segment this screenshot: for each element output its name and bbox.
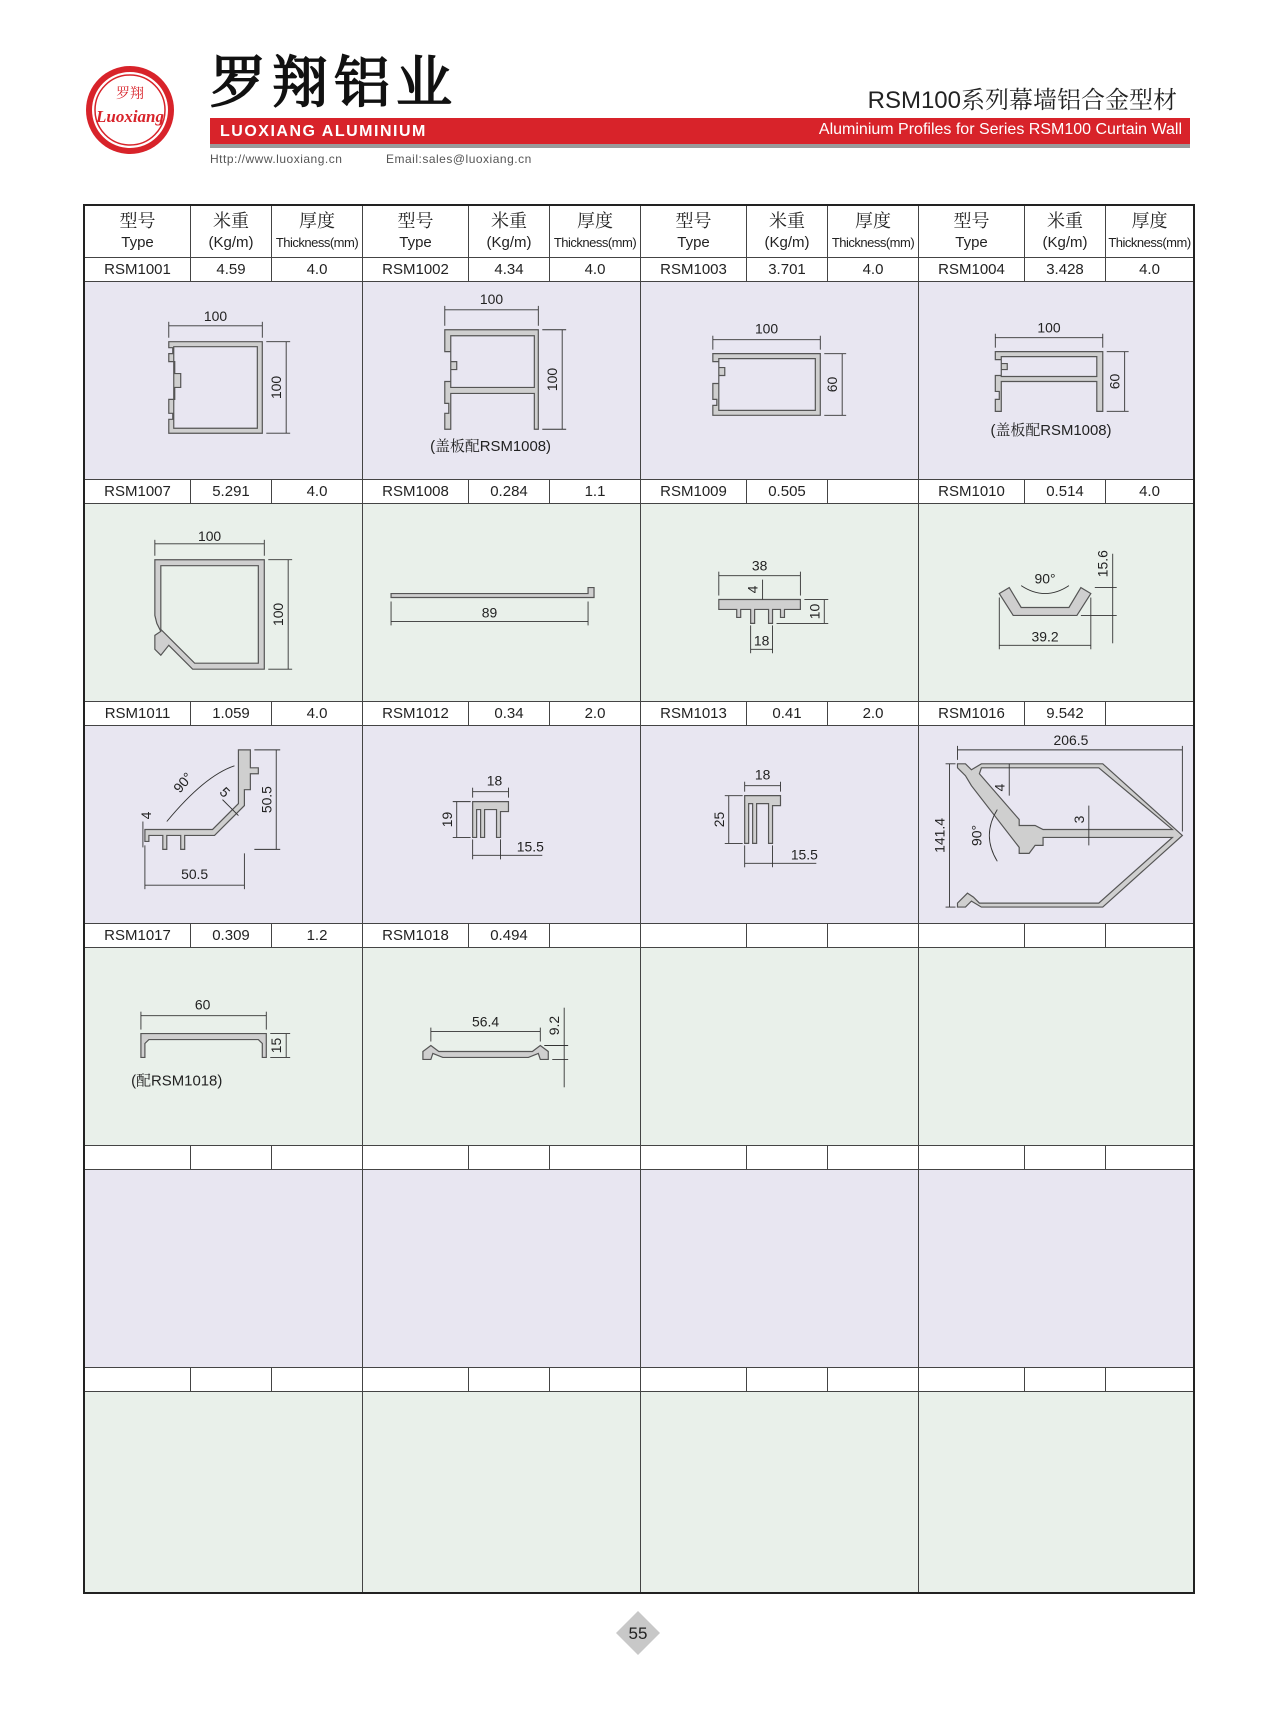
header-weight: 米重 (Kg/m) <box>1025 206 1106 258</box>
profile-thickness <box>1106 1146 1193 1170</box>
dimension-label: 4 <box>744 585 761 594</box>
profile-weight: 4.59 <box>191 258 272 282</box>
dimension-label: 38 <box>751 557 768 574</box>
dimension-label: 60 <box>1106 373 1123 390</box>
dimension-label: 10 <box>806 603 823 620</box>
profile-catalog-table <box>83 204 1195 1594</box>
profile-weight: 3.428 <box>1025 258 1106 282</box>
profile-thickness <box>550 1368 641 1392</box>
profile-weight <box>1025 924 1106 948</box>
profile-thickness: 4.0 <box>1106 258 1193 282</box>
dimension-label: 3 <box>1070 815 1087 824</box>
profile-thickness <box>1106 702 1193 726</box>
profile-type: RSM1010 <box>919 480 1025 504</box>
profile-note: (盖板配RSM1008) <box>990 422 1112 440</box>
dimension-label: 15.6 <box>1094 550 1111 578</box>
empty-drawing-cell <box>919 948 1193 1146</box>
empty-drawing-cell <box>919 1170 1193 1368</box>
profile-drawing-rsm1002 <box>363 282 641 480</box>
dimension-label: 39.2 <box>1031 628 1059 645</box>
profile-thickness: 1.2 <box>272 924 363 948</box>
profile-drawing-rsm1016 <box>919 726 1193 924</box>
profile-drawing-rsm1004 <box>919 282 1193 480</box>
profile-drawing-rsm1010 <box>919 504 1193 702</box>
luoxiang-logo <box>84 64 176 156</box>
profile-weight: 0.494 <box>469 924 550 948</box>
profile-thickness <box>272 1368 363 1392</box>
profile-type: RSM1016 <box>919 702 1025 726</box>
logo-text-cn: 罗翔 <box>116 86 144 102</box>
dimension-label: 5 <box>216 783 234 801</box>
profile-thickness <box>828 1146 919 1170</box>
profile-drawing-rsm1013 <box>641 726 919 924</box>
profile-type: RSM1007 <box>85 480 191 504</box>
profile-type <box>641 924 747 948</box>
dimension-label: 18 <box>754 766 771 783</box>
profile-drawing-rsm1008 <box>363 504 641 702</box>
dimension-label: 100 <box>268 375 285 400</box>
brand-name-cn: 罗翔铝业 <box>210 51 458 116</box>
dimension-label: 100 <box>1037 319 1061 336</box>
empty-drawing-cell <box>363 1170 641 1368</box>
profile-type: RSM1008 <box>363 480 469 504</box>
profile-type: RSM1011 <box>85 702 191 726</box>
profile-drawing-rsm1018 <box>363 948 641 1146</box>
empty-drawing-cell <box>363 1392 641 1592</box>
dimension-label: 50.5 <box>181 866 209 883</box>
logo-text-en: Luoxiang <box>95 107 165 126</box>
profile-thickness: 2.0 <box>550 702 641 726</box>
header-bar-shadow <box>210 144 1190 148</box>
header-type: 型号 Type <box>363 206 469 258</box>
profile-weight <box>1025 1146 1106 1170</box>
profile-thickness <box>550 924 641 948</box>
header-weight: 米重 (Kg/m) <box>469 206 550 258</box>
profile-weight: 9.542 <box>1025 702 1106 726</box>
dimension-label: 100 <box>544 367 561 392</box>
header-type: 型号 Type <box>641 206 747 258</box>
profile-weight: 0.505 <box>747 480 828 504</box>
profile-weight: 0.41 <box>747 702 828 726</box>
dimension-label: 19 <box>438 811 455 828</box>
dimension-label: 100 <box>754 320 779 337</box>
profile-thickness: 4.0 <box>272 258 363 282</box>
profile-weight: 0.284 <box>469 480 550 504</box>
profile-type <box>919 1146 1025 1170</box>
profile-type: RSM1003 <box>641 258 747 282</box>
profile-thickness: 2.0 <box>828 702 919 726</box>
profile-drawing-rsm1012 <box>363 726 641 924</box>
profile-weight: 4.34 <box>469 258 550 282</box>
header-thickness: 厚度 Thickness(mm) <box>272 206 363 258</box>
dimension-label: 15.5 <box>790 846 818 863</box>
profile-type <box>85 1368 191 1392</box>
profile-type <box>363 1368 469 1392</box>
profile-type <box>641 1368 747 1392</box>
profile-weight <box>1025 1368 1106 1392</box>
header-type: 型号 Type <box>85 206 191 258</box>
profile-weight <box>191 1146 272 1170</box>
profile-thickness: 4.0 <box>1106 480 1193 504</box>
profile-thickness <box>272 1146 363 1170</box>
dimension-label: 4 <box>137 811 154 820</box>
brand-name-en: LUOXIANG ALUMINIUM <box>220 123 427 140</box>
empty-drawing-cell <box>641 1170 919 1368</box>
angle-label: 90° <box>1034 570 1056 587</box>
profile-thickness <box>828 1368 919 1392</box>
dimension-label: 4 <box>991 783 1008 792</box>
profile-weight: 5.291 <box>191 480 272 504</box>
dimension-label: 15.5 <box>516 838 544 855</box>
profile-thickness: 4.0 <box>828 258 919 282</box>
header-type: 型号 Type <box>919 206 1025 258</box>
profile-drawing-rsm1011 <box>85 726 363 924</box>
profile-weight <box>747 924 828 948</box>
profile-thickness: 1.1 <box>550 480 641 504</box>
profile-thickness: 4.0 <box>550 258 641 282</box>
profile-weight <box>747 1368 828 1392</box>
profile-weight: 3.701 <box>747 258 828 282</box>
profile-type: RSM1018 <box>363 924 469 948</box>
profile-thickness <box>1106 924 1193 948</box>
profile-thickness: 4.0 <box>272 702 363 726</box>
email-link[interactable]: Email:sales@luoxiang.cn <box>386 152 532 166</box>
profile-weight: 0.514 <box>1025 480 1106 504</box>
profile-thickness <box>550 1146 641 1170</box>
dimension-label: 100 <box>479 290 504 307</box>
profile-weight <box>747 1146 828 1170</box>
dimension-label: 141.4 <box>931 818 948 853</box>
profile-type: RSM1009 <box>641 480 747 504</box>
dimension-label: 100 <box>203 307 228 324</box>
empty-drawing-cell <box>85 1170 363 1368</box>
dimension-label: 50.5 <box>258 786 275 814</box>
profile-weight <box>469 1368 550 1392</box>
profile-weight <box>469 1146 550 1170</box>
profile-type: RSM1001 <box>85 258 191 282</box>
dimension-label: 15 <box>268 1037 285 1054</box>
profile-type: RSM1002 <box>363 258 469 282</box>
profile-drawing-rsm1001 <box>85 282 363 480</box>
dimension-label: 206.5 <box>1053 731 1089 748</box>
dimension-label: 9.2 <box>546 1015 563 1036</box>
page-number-badge <box>615 1610 661 1656</box>
profile-drawing-rsm1003 <box>641 282 919 480</box>
dimension-label: 100 <box>197 527 222 544</box>
profile-weight: 1.059 <box>191 702 272 726</box>
header-thickness: 厚度 Thickness(mm) <box>1106 206 1193 258</box>
profile-type: RSM1004 <box>919 258 1025 282</box>
header-weight: 米重 (Kg/m) <box>747 206 828 258</box>
profile-type: RSM1012 <box>363 702 469 726</box>
profile-weight: 0.34 <box>469 702 550 726</box>
dimension-label: 56.4 <box>472 1013 500 1030</box>
empty-drawing-cell <box>641 948 919 1146</box>
empty-drawing-cell <box>919 1392 1193 1592</box>
profile-type: RSM1013 <box>641 702 747 726</box>
profile-note: (配RSM1018) <box>131 1072 223 1090</box>
profile-drawing-rsm1007 <box>85 504 363 702</box>
profile-weight <box>191 1368 272 1392</box>
profile-type <box>919 1368 1025 1392</box>
empty-drawing-cell <box>85 1392 363 1592</box>
page-number: 55 <box>628 1624 648 1643</box>
header-weight: 米重 (Kg/m) <box>191 206 272 258</box>
profile-type <box>641 1146 747 1170</box>
profile-drawing-rsm1017 <box>85 948 363 1146</box>
website-link[interactable]: Http://www.luoxiang.cn <box>210 152 343 166</box>
profile-type: RSM1017 <box>85 924 191 948</box>
dimension-label: 25 <box>710 811 727 828</box>
profile-type <box>363 1146 469 1170</box>
profile-thickness <box>828 924 919 948</box>
dimension-label: 100 <box>270 602 287 627</box>
dimension-label: 60 <box>194 996 211 1013</box>
profile-thickness: 4.0 <box>272 480 363 504</box>
dimension-label: 60 <box>824 376 841 393</box>
dimension-label: 18 <box>753 632 770 649</box>
page-title: RSM100系列幕墙铝合金型材 <box>867 87 1177 114</box>
profile-weight: 0.309 <box>191 924 272 948</box>
profile-type <box>85 1146 191 1170</box>
dimension-label: 89 <box>481 604 498 621</box>
page-subtitle: Aluminium Profiles for Series RSM100 Curtain Wall <box>818 121 1182 138</box>
profile-drawing-rsm1009 <box>641 504 919 702</box>
dimension-label: 18 <box>486 772 503 789</box>
profile-type <box>919 924 1025 948</box>
header-thickness: 厚度 Thickness(mm) <box>550 206 641 258</box>
profile-thickness <box>828 480 919 504</box>
angle-label: 90° <box>169 769 196 796</box>
empty-drawing-cell <box>641 1392 919 1592</box>
profile-thickness <box>1106 1368 1193 1392</box>
header-thickness: 厚度 Thickness(mm) <box>828 206 919 258</box>
profile-note: (盖板配RSM1008) <box>430 438 552 456</box>
angle-label: 90° <box>968 824 985 846</box>
